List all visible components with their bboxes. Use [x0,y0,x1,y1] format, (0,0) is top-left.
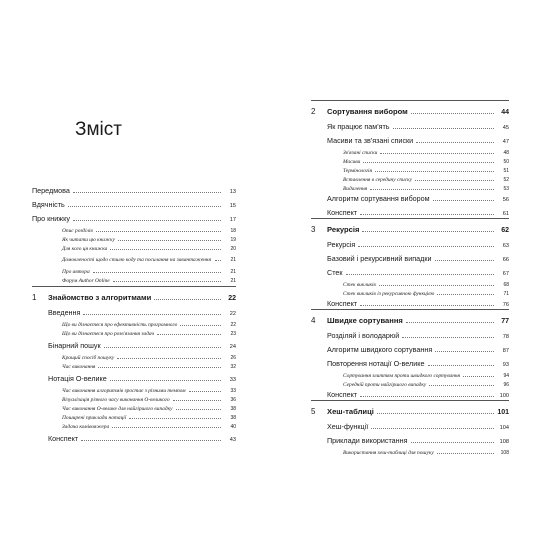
toc-entry-sub2[interactable] [32,249,236,263]
toc-entry-label: Про автора [62,269,90,275]
toc-page-number: 13 [229,189,236,195]
dot-leader [68,206,221,207]
dot-leader [180,325,221,326]
toc-page-number: 52 [503,177,509,183]
toc-entry-sub[interactable] [311,287,509,297]
toc-entry-label: Нотація О-велике [48,374,107,383]
toc-page-number: 24 [229,344,236,350]
toc-page-number: 48 [503,150,509,156]
toc-entry-label: Видалення [343,186,368,192]
dot-leader [435,260,494,261]
chapter-divider [32,286,236,287]
dot-leader [215,260,221,261]
toc-entry-label: Як читати цю книжку [62,237,115,243]
toc-page-number: 32 [230,364,236,370]
toc-page-number: 36 [230,397,236,403]
toc-page-number: 50 [503,159,509,165]
toc-entry-label: Стек викликів із рекурсивною функцією [343,291,435,297]
toc-entry-section[interactable] [311,344,509,354]
toc-entry-section[interactable] [32,307,236,317]
dot-leader [83,314,221,315]
toc-entry-label: Базовий і рекурсивний випадки [327,254,432,263]
toc-page-number: 93 [502,362,509,368]
toc-page-number: 66 [502,257,509,263]
toc-entry-section[interactable] [311,435,509,445]
toc-entry-section[interactable] [32,373,236,383]
dot-leader [110,380,221,381]
toc-page-number: 68 [503,282,509,288]
chapter-number: 5 [311,407,316,416]
toc-entry-label: Форум Author Online [62,278,110,284]
toc-page-number: 47 [502,139,509,145]
toc-entry-label: Що ви дізнаєтеся про розв'язання задач [62,331,155,337]
toc-entry-label: Алгоритм швидкого сортування [327,345,433,354]
dot-leader [370,189,494,190]
toc-entry-label: Використання хеш-таблиці для пошуку [343,450,434,456]
toc-entry-section[interactable] [32,185,236,195]
toc-entry-sub[interactable] [32,327,236,337]
dot-leader [411,442,494,443]
dot-leader [104,347,221,348]
chapter-divider [311,218,509,219]
dot-leader [433,200,494,201]
chapter-number: 1 [32,293,37,302]
dot-leader [375,171,494,172]
toc-entry-label: Про книжку [32,214,70,223]
dot-leader [81,440,221,441]
dot-leader [96,231,221,232]
dot-leader [93,272,221,273]
dot-leader [362,231,494,232]
toc-entry-label: Час виконання О-велике для найгіршого випадку [62,406,173,412]
toc-entry-label: Зв'язані списки [343,150,378,156]
toc-page-number: 45 [502,125,509,131]
dot-leader [73,192,221,193]
toc-entry-label: Середній проти найгіршого випадку [343,382,427,388]
toc-entry-sub[interactable] [32,274,236,284]
toc-entry-section[interactable] [32,213,236,223]
toc-entry-chapter[interactable] [32,292,236,302]
dot-leader [428,365,495,366]
toc-entry-section[interactable] [32,199,236,209]
toc-entry-section[interactable] [311,239,509,249]
toc-page-number: 26 [230,355,236,361]
toc-entry-sub[interactable] [311,446,509,456]
toc-entry-sub[interactable] [311,378,509,388]
toc-entry-section[interactable] [311,135,509,145]
dot-leader [346,274,494,275]
toc-entry-label: Термінологія [343,168,373,174]
toc-entry-section[interactable] [32,433,236,443]
toc-entry-sub[interactable] [311,182,509,192]
dot-leader [415,180,494,181]
dot-leader [379,285,494,286]
toc-entry-label: Хеш-функції [327,422,369,431]
toc-entry-section[interactable] [311,207,509,217]
toc-page-number: 108 [500,450,509,456]
toc-entry-label: Повторення нотації О-велике [327,359,425,368]
toc-entry-label: Передмова [32,186,70,195]
toc-entry-label: Алгоритм сортування вибором [327,194,430,203]
toc-entry-label: Домовленості щодо стилю коду та посилання на завантаження [62,256,211,263]
toc-page-number: 44 [501,109,509,116]
dot-leader [380,153,494,154]
toc-page-number: 38 [230,406,236,412]
toc-page-number: 101 [497,409,509,416]
dot-leader [463,376,494,377]
chapter-number: 2 [311,107,316,116]
toc-entry-label: Сортування злиттям проти швидкого сортування [343,373,461,379]
toc-entry-label: Швидке сортування [327,316,403,325]
dot-leader [371,428,494,429]
toc-page-number: 21 [230,257,236,263]
dot-leader [358,246,494,247]
dot-leader [363,162,494,163]
toc-entry-section[interactable] [311,421,509,431]
chapter-number: 4 [311,316,316,325]
dot-leader [113,281,221,282]
toc-page-number: 51 [503,168,509,174]
toc-entry-label: Час виконання [62,364,96,370]
toc-entry-label: Стек [327,268,343,277]
toc-entry-label: Хеш-таблиці [327,407,374,416]
toc-entry-label: Що ви дізнаєтеся про ефективність програмного [62,322,178,328]
toc-entry-label: Стек викликів [343,282,376,288]
toc-page-number: 33 [230,388,236,394]
dot-leader [411,113,494,114]
toc-entry-label: Масиви та зв'язані списки [327,136,414,145]
toc-page-number: 104 [499,425,509,431]
dot-leader [98,367,221,368]
toc-entry-chapter[interactable] [311,315,509,325]
toc-entry-chapter[interactable] [311,406,509,416]
chapter-divider [311,100,509,101]
toc-page-number: 43 [229,437,236,443]
toc-page-number: 100 [499,393,509,399]
toc-entry-label: Рекурсія [327,240,356,249]
toc-page-number: 40 [230,424,236,430]
toc-entry-label: Рекурсія [327,225,360,234]
toc-page-number: 22 [229,311,236,317]
toc-page-number: 18 [230,228,236,234]
toc-entry-sub[interactable] [32,420,236,430]
toc-entry-label: Кращий спосіб пошуку [62,355,115,361]
toc-entry-sub[interactable] [32,360,236,370]
dot-leader [416,142,494,143]
toc-page-number: 22 [230,322,236,328]
toc-page-number: 76 [502,302,509,308]
dot-leader [406,322,494,323]
dot-leader [112,427,221,428]
toc-entry-label: Поширені приклади нотації [62,415,127,421]
toc-entry-label: Конспект [327,299,358,308]
page-title: Зміст [75,119,122,140]
dot-leader [118,240,221,241]
toc-page-number: 22 [228,295,236,302]
chapter-divider [311,309,509,310]
toc-entry-section[interactable] [311,358,509,368]
dot-leader [429,385,494,386]
toc-entry-label: Сортування вибором [327,107,408,116]
toc-page-number: 61 [502,211,509,217]
toc-page-number: 108 [499,439,509,445]
dot-leader [377,413,494,414]
toc-entry-section[interactable] [311,298,509,308]
toc-entry-label: Конспект [327,390,358,399]
dot-leader [402,337,494,338]
dot-leader [117,358,221,359]
toc-entry-chapter[interactable] [311,106,509,116]
toc-entry-section[interactable] [311,389,509,399]
dot-leader [157,334,221,335]
dot-leader [360,396,494,397]
toc-page-number: 67 [502,271,509,277]
dot-leader [437,453,494,454]
toc-entry-section[interactable] [311,267,509,277]
toc-entry-section[interactable] [311,121,509,131]
toc-page-number: 87 [502,348,509,354]
toc-page-number: 33 [229,377,236,383]
toc-entry-section[interactable] [311,330,509,340]
toc-entry-label: Вдячність [32,200,65,209]
toc-page-number: 38 [230,415,236,421]
toc-entry-label: Вставлення в середину списку [343,177,413,183]
dot-leader [129,418,221,419]
toc-page-number: 56 [502,197,509,203]
toc-entry-label: Як працює пам'ять [327,122,390,131]
toc-page-number: 63 [502,243,509,249]
dot-leader [173,400,221,401]
toc-page-number: 78 [502,334,509,340]
chapter-number: 3 [311,225,316,234]
toc-page-number: 23 [230,331,236,337]
toc-page-number: 15 [229,203,236,209]
toc-page-number: 62 [501,227,509,234]
toc-entry-label: Конспект [48,434,79,443]
toc-entry-section[interactable] [32,340,236,350]
toc-entry-section[interactable] [311,193,509,203]
toc-entry-label: Розділяй і володарюй [327,331,400,340]
dot-leader [435,351,494,352]
toc-entry-label: Опис розділів [62,228,93,234]
toc-page-number: 19 [230,237,236,243]
dot-leader [360,305,494,306]
toc-page-number: 21 [230,278,236,284]
toc-page-number: 77 [501,318,509,325]
toc-page-number: 53 [503,186,509,192]
toc-entry-label: Задача комівояжера [62,424,110,430]
dot-leader [360,214,494,215]
toc-page-number: 71 [503,291,509,297]
toc-page-number: 20 [230,246,236,252]
dot-leader [393,128,494,129]
dot-leader [189,391,221,392]
toc-entry-label: Час виконання алгоритмів зростає з різними темпом [62,388,186,394]
chapter-divider [311,400,509,401]
toc-page-number: 96 [503,382,509,388]
toc-entry-section[interactable] [311,253,509,263]
toc-page-number: 94 [503,373,509,379]
toc-entry-label: Приклади використання [327,436,408,445]
toc-entry-label: Бінарний пошук [48,341,101,350]
toc-page-number: 17 [229,217,236,223]
dot-leader [73,220,221,221]
toc-entry-label: Для кого ця книжка [62,246,108,252]
toc-entry-label: Візуалізація різного часу виконання О-великого [62,397,170,403]
dot-leader [154,299,221,300]
toc-entry-chapter[interactable] [311,224,509,234]
toc-entry-label: Знайомство з алгоритмами [48,293,152,302]
dot-leader [176,409,222,410]
toc-entry-label: Конспект [327,208,358,217]
toc-entry-label: Масиви [343,159,361,165]
toc-page-number: 21 [230,269,236,275]
dot-leader [437,294,494,295]
toc-entry-label: Введення [48,308,81,317]
